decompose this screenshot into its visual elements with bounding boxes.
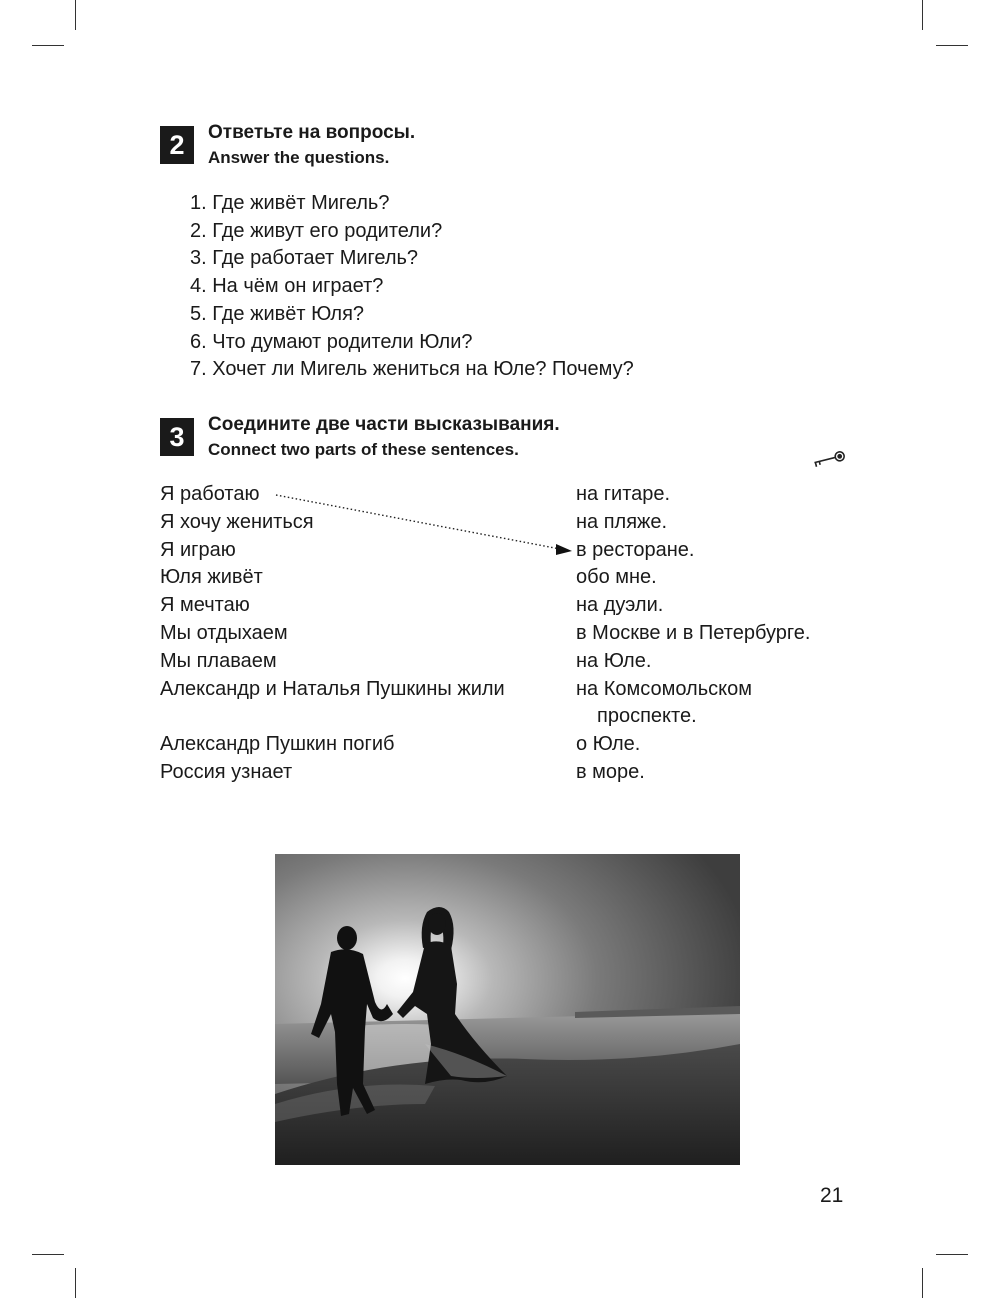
left-column (160, 481, 505, 787)
exercise-title-ru: Соедините две части высказывания. (208, 414, 560, 435)
sentence-start: Я мечтаю (160, 594, 250, 617)
crop-mark (75, 0, 76, 30)
question-list (190, 190, 634, 384)
sentence-end: обо мне. (576, 566, 657, 589)
crop-mark (32, 1254, 64, 1255)
sentence-start: Александр и Наталья Пушкины жили (160, 677, 505, 700)
sentence-end: в ресторане. (576, 538, 695, 561)
exercise-number: 2 (160, 126, 194, 164)
page-number: 21 (820, 1184, 844, 1207)
sentence-end: в море. (576, 760, 645, 783)
key-icon (810, 448, 848, 470)
question-item: 2. Где живут его родители? (190, 219, 443, 242)
sentence-start-spacer (160, 703, 505, 731)
crop-mark (936, 45, 968, 46)
exercise-3-header (160, 412, 560, 462)
sentence-start: Я хочу жениться (160, 510, 314, 533)
question-item: 5. Где живёт Юля? (190, 302, 365, 325)
exercise-title-ru: Ответьте на вопросы. (208, 122, 416, 143)
sentence-end: на дуэли. (576, 594, 664, 617)
exercise-number: 3 (160, 418, 194, 456)
question-item: 3. Где работает Мигель? (190, 247, 419, 270)
crop-mark (32, 45, 64, 46)
crop-mark (922, 1268, 923, 1298)
question-item: 7. Хочет ли Мигель жениться на Юле? Почему? (190, 358, 634, 381)
sentence-end: на Комсомольском (576, 677, 752, 700)
exercise-title-en: Answer the questions. (208, 148, 390, 167)
couple-beach-sunset-photo (275, 854, 740, 1165)
sentence-start: Россия узнает (160, 760, 293, 783)
exercise-title-en: Connect two parts of these sentences. (208, 440, 519, 459)
crop-mark (922, 0, 923, 30)
sentence-start: Я играю (160, 538, 236, 561)
question-item: 4. На чём он играет? (190, 275, 384, 298)
sentence-start: Мы отдыхаем (160, 621, 288, 644)
sentence-end: на Юле. (576, 649, 652, 672)
question-item: 6. Что думают родители Юли? (190, 330, 473, 353)
sentence-end: на пляже. (576, 510, 668, 533)
matching-exercise (160, 481, 880, 791)
crop-mark (936, 1254, 968, 1255)
sentence-end: в Москве и в Петербурге. (576, 621, 811, 644)
sentence-start: Я работаю (160, 483, 260, 505)
sentence-end: на гитаре. (576, 483, 671, 505)
sentence-end: о Юле. (576, 733, 641, 756)
exercise-2-header (160, 120, 415, 170)
sentence-start: Мы плаваем (160, 649, 277, 672)
sentence-end-continued: проспекте. (597, 705, 697, 728)
crop-mark (75, 1268, 76, 1298)
sentence-start: Юля живёт (160, 566, 263, 589)
question-item: 1. Где живёт Мигель? (190, 192, 390, 214)
sentence-start: Александр Пушкин погиб (160, 733, 395, 756)
right-column (576, 481, 810, 787)
